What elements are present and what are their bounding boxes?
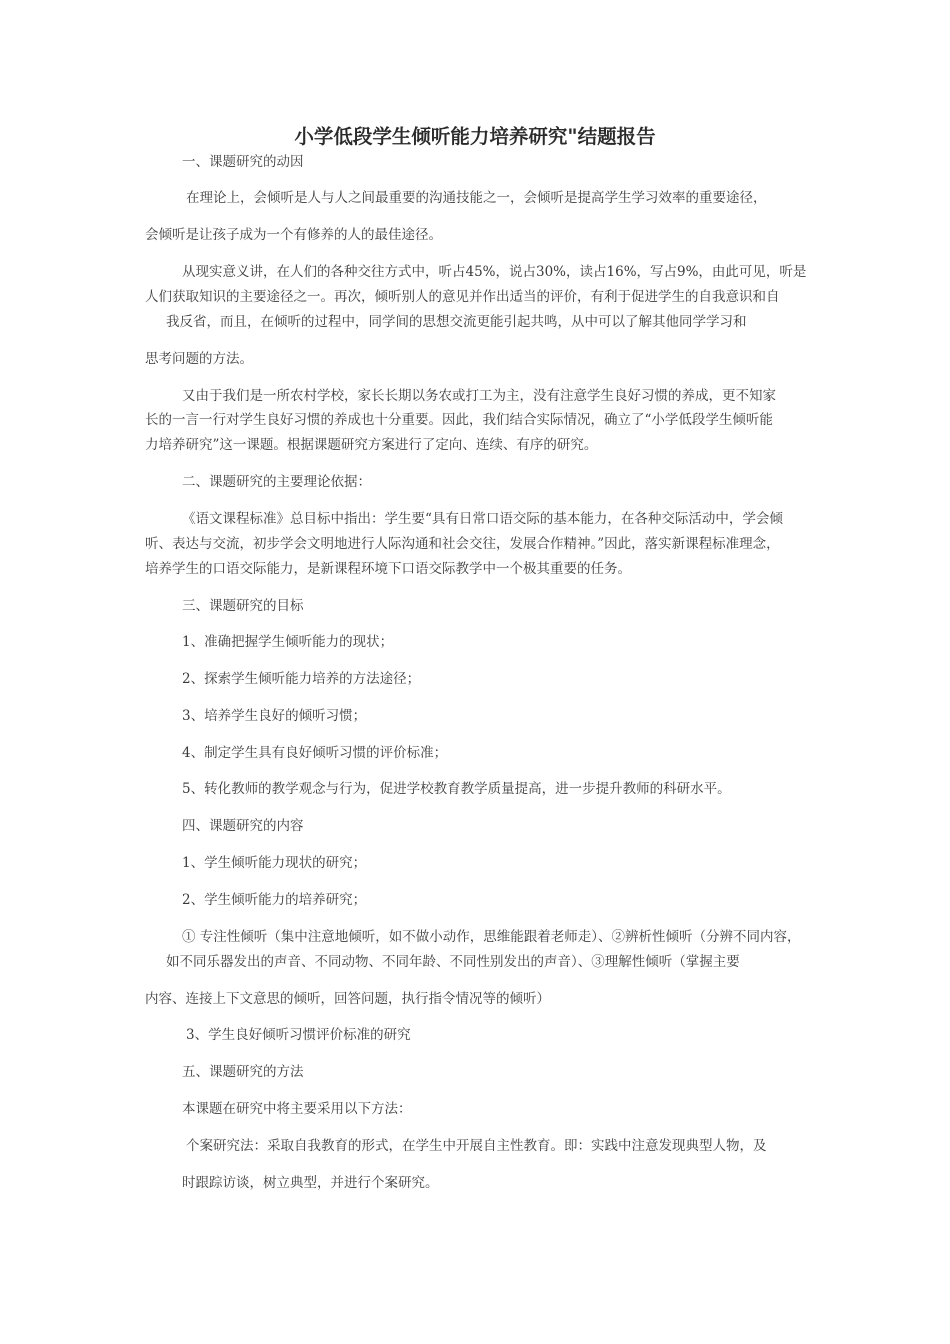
paragraph-line: 如不同乐器发出的声音、不同动物、不同年龄、不同性别发出的声音）、③理解性倾听（掌握主要 [166,954,740,970]
paragraph-line: 力培养研究”这一课题。根据课题研究方案进行了定向、连续、有序的研究。 [145,437,598,453]
list-item: 1、准确把握学生倾听能力的现状； [182,634,394,650]
paragraph-line: 听、表达与交流，初步学会文明地进行人际沟通和社会交往，发展合作精神。”因此，落实新课程标准理念， [145,536,780,552]
list-item: 5、转化教师的教学观念与行为，促进学校教育教学质量提高，进一步提升教师的科研水平。 [182,781,731,797]
paragraph-line: ① 专注性倾听（集中注意地倾听，如不做小动作，思维能跟着老师走）、②辨析性倾听（分辨不同内容， [182,929,801,945]
paragraph-line: 个案研究法：采取自我教育的形式，在学生中开展自主性教育。即：实践中注意发现典型人物，及 [186,1138,767,1154]
section-heading-5: 五、课题研究的方法 [182,1064,304,1080]
section-heading-4: 四、课题研究的内容 [182,818,304,834]
paragraph-line: 从现实意义讲，在人们的各种交往方式中，听占45%，说占30%，读占16%，写占9%，由此可见，听是 [182,264,807,280]
paragraph-line: 我反省，而且，在倾听的过程中，同学间的思想交流更能引起共鸣，从中可以了解其他同学学习和 [166,314,747,330]
paragraph-line: 人们获取知识的主要途径之一。再次，倾听别人的意见并作出适当的评价，有利于促进学生的自我意识和自 [145,289,780,305]
list-item: 3、培养学生良好的倾听习惯； [182,708,367,724]
paragraph-line: 会倾听是让孩子成为一个有修养的人的最佳途径。 [145,227,442,243]
list-item: 2、探索学生倾听能力培养的方法途径； [182,671,421,687]
paragraph-line: 长的一言一行对学生良好习惯的养成也十分重要。因此，我们结合实际情况，确立了“小学低段学生倾听能 [145,412,773,428]
paragraph-line: 时跟踪访谈，树立典型，并进行个案研究。 [182,1175,439,1191]
section-heading-2: 二、课题研究的主要理论依据： [182,474,371,490]
paragraph-line: 《语文课程标准》总目标中指出：学生要“具有日常口语交际的基本能力，在各种交际活动中，学会倾 [182,511,783,527]
paragraph-line: 在理论上，会倾听是人与人之间最重要的沟通技能之一，会倾听是提高学生学习效率的重要途径， [186,190,767,206]
section-heading-1: 一、课题研究的动因 [182,154,304,170]
paragraph-line: 培养学生的口语交际能力，是新课程环境下口语交际教学中一个极其重要的任务。 [145,561,631,577]
list-item: 1、学生倾听能力现状的研究； [182,855,367,871]
paragraph-line: 思考问题的方法。 [145,351,253,367]
paragraph-line: 内容、连接上下文意思的倾听，回答问题，执行指令情况等的倾听） [145,991,550,1007]
document-title: 小学低段学生倾听能力培养研究"结题报告 [294,125,656,148]
list-item: 4、制定学生具有良好倾听习惯的评价标准； [182,745,448,761]
paragraph-line: 又由于我们是一所农村学校，家长长期以务农或打工为主，没有注意学生良好习惯的养成，更不知家 [182,388,776,404]
section-heading-3: 三、课题研究的目标 [182,598,304,614]
list-item: 3、学生良好倾听习惯评价标准的研究 [186,1027,411,1043]
list-item: 2、学生倾听能力的培养研究； [182,892,367,908]
paragraph-line: 本课题在研究中将主要采用以下方法： [182,1101,412,1117]
